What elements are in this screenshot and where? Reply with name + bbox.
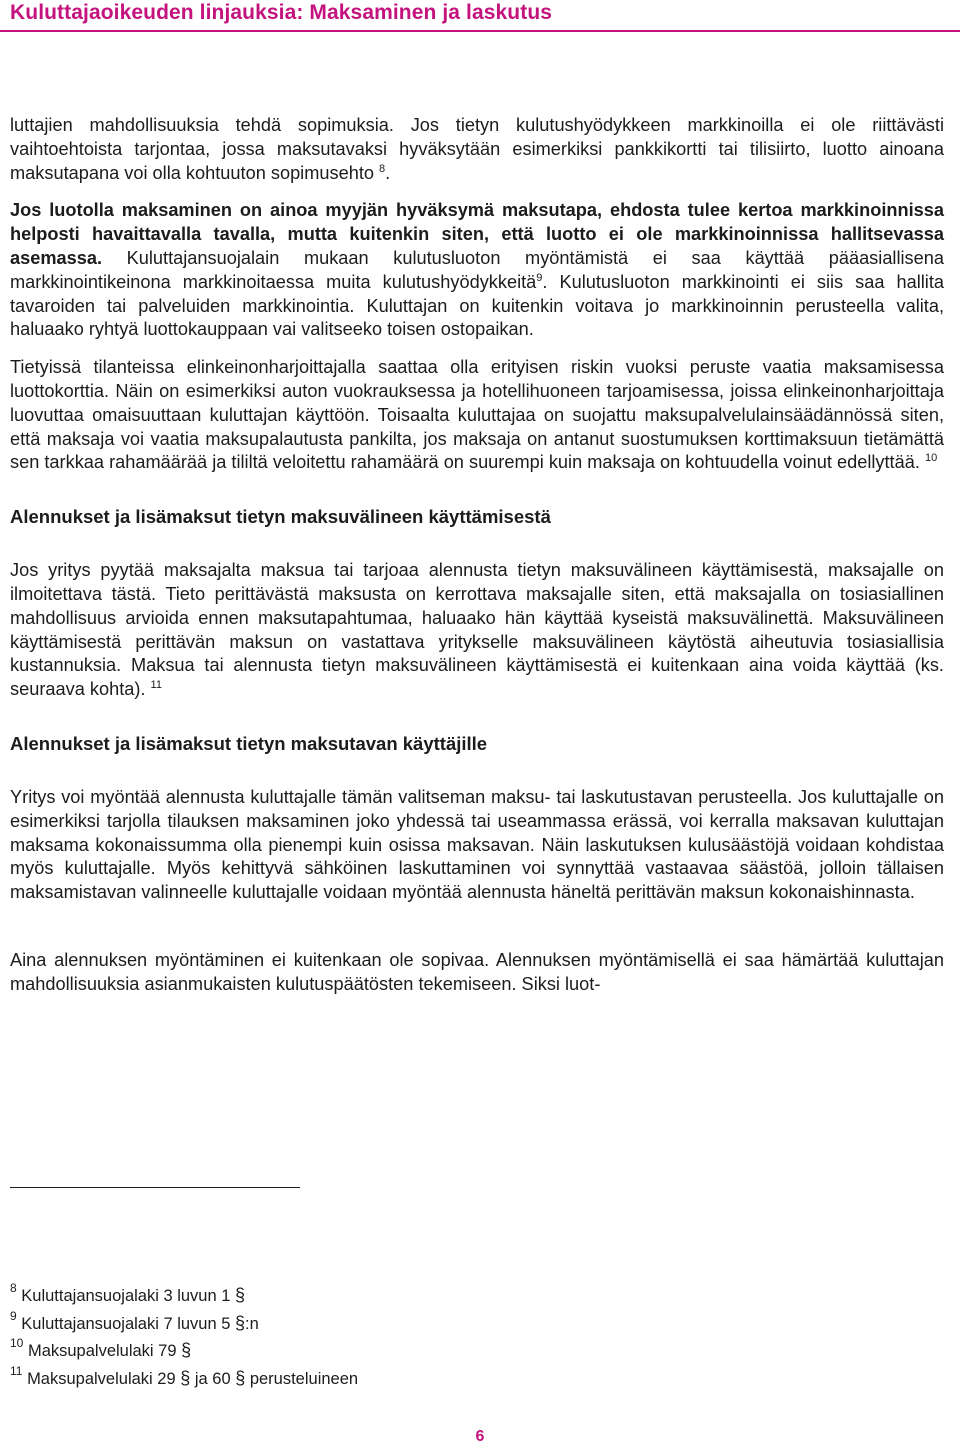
section-sign: § (180, 1367, 191, 1388)
header-divider (0, 30, 960, 32)
footnote-ref-10[interactable]: 10 (924, 452, 938, 465)
page-number: 6 (475, 1428, 485, 1445)
paragraph-4-text: Jos yritys pyytää maksajalta maksua tai tarjoaa alennusta tietyn maksuvälineen käyttämisestä, maksajalle on ilmoitettava tästä. Tieto perittävästä maksusta on kerrottava maksajalle siten, että maksajalla on tosiasiallinen mahdollisuus arvioida ennen maksutapahtumaa, haluaako hän käyttää kyseistä maksuvälinettä. Maksuvälineen käyttämisestä perittävän maksun on vastattava yritykselle maksuvälineen käytöstä aiheutuvia tosiasiallisia kustannuksia. Maksua tai alennusta tietyn maksuvälineen käyttämisestä ei kuitenkaan aina voida käyttää (ks. seuraava kohta). (10, 560, 944, 700)
footnote-divider (10, 1187, 300, 1188)
paragraph-6: Aina alennuksen myöntäminen ei kuitenkaan ole sopivaa. Alennuksen myöntämisellä ei saa hämärtää kuluttajan mahdollisuuksia asianmukaisten kulutuspäätösten tekemiseen. Siksi luot- (10, 949, 944, 994)
paragraph-2-text-a: Kuluttajansuojalain mukaan kulutusluoton myöntämistä ei saa käyttää pääasiallisena markkinointikeinona markkinoitaessa muita kulutushyödykkeitä (10, 247, 944, 292)
footnote-text: Kuluttajansuojalaki 7 luvun 5 (21, 1314, 231, 1333)
footnote-8 (10, 1282, 358, 1310)
footnote-text: Maksupalvelulaki 79 (27, 1342, 177, 1360)
footnote-text: Kuluttajansuojalaki 3 luvun 1 (21, 1287, 231, 1305)
paragraph-2-text-b: . Kulutusluoton markkinointi ei siis saa hallita tavaroiden tai palveluiden markkinointia. Kuluttajan on kuitenkin voitava jo markkinoinnin perusteella valita, haluaako ryhtyä luottokauppaan vai valitseeko toisen ostopaikan. (10, 271, 944, 340)
paragraph-3 (10, 356, 944, 475)
footnote-number: 8 (10, 1281, 17, 1295)
paragraph-5: Yritys voi myöntää alennusta kuluttajalle tämän valitseman maksu- tai laskutustavan perusteella. Jos kuluttajalle on esimerkiksi tarjolla tilauksen maksaminen joko yhdessä tai useammassa erässä, voi kerralla maksavan kuluttajan maksama kokonaissumma olla pienempi kuin osissa maksavan. Näin laskutuksen kulusäästöjä voidaan kohdistaa myös kuluttajalle. Myös kehittyvä sähköinen laskuttaminen voi synnyttää vastaavaa säästöä, jolloin tällaisen maksamistavan valinneelle kuluttajalle voidaan myöntää alennusta häneltä perittävän maksun kokonaishinnasta. (10, 786, 944, 903)
paragraph-1 (10, 114, 944, 185)
paragraph-3-text: Tietyissä tilanteissa elinkeinonharjoittajalla saattaa olla erityisen riskin vuoksi peruste vaatia maksamisessa luottokorttia. Näin on esimerkiksi auton vuokrauksessa ja hotellihuoneen tarjoamisessa, joissa elinkeinonharjoittaja luovuttaa omaisuuttaan kuluttajan käyttöön. Toisaalta kuluttajaa on suojattu maksupalvelulainsäädännössä siten, että maksaja voi vaatia maksupalautusta pankilta, jos maksaja on antanut suostumuksen korttimaksuun tietämättä sen tarkkaa rahamäärää ja tililtä veloitettu rahamäärä on suurempi kuin maksaja on kohtuudella voinut edellyttää. (10, 357, 944, 473)
section-sign: § (235, 1312, 246, 1333)
paragraph-1-text: luttajien mahdollisuuksia tehdä sopimuksia. Jos tietyn kulutushyödykkeen markkinoilla ei ole riittävästi vaihtoehtoista tarjontaa, jossa maksutavaksi hyväksytään esimerkiksi pankkikortti tai tilisiirto, luotto ainoana maksutapana voi olla kohtuuton sopimusehto (10, 115, 944, 183)
footnote-tail: perusteluineen (245, 1369, 359, 1388)
footnote-ref-11[interactable]: 11 (150, 679, 162, 692)
section-sign: § (235, 1285, 246, 1305)
footnote-tail: ja 60 (190, 1369, 236, 1388)
paragraph-1-end: . (385, 162, 391, 183)
page-header (0, 0, 960, 34)
footnote-number: 10 (10, 1336, 24, 1350)
section-sign: § (235, 1367, 246, 1388)
section-sign: § (181, 1340, 192, 1360)
footnote-ref-8[interactable]: 8 (379, 162, 386, 175)
footnote-ref-9[interactable]: 9 (536, 271, 543, 284)
footnote-number: 11 (10, 1363, 23, 1378)
footnotes (10, 1282, 358, 1392)
footnote-10 (10, 1337, 358, 1365)
paragraph-2 (10, 199, 944, 342)
section-heading-payment-method: Alennukset ja lisämaksut tietyn maksutavan käyttäjille (10, 732, 488, 754)
section-heading-payment-instrument: Alennukset ja lisämaksut tietyn maksuvälineen käyttämisestä (10, 506, 551, 528)
paragraph-2-bold: Jos luotolla maksaminen on ainoa myyjän hyväksymä maksutapa, ehdosta tulee kertoa markkinoinnissa helposti havaittavalla tavalla, mutta kuitenkin siten, että luotto ei ole markkinoinnissa hallitsevassa asemassa. (10, 200, 944, 268)
footnote-11 (10, 1365, 358, 1393)
document-title: Kuluttajaoikeuden linjauksia: Maksaminen ja laskutus (10, 1, 553, 24)
footnote-tail: :n (245, 1314, 259, 1333)
footnote-9 (10, 1310, 358, 1338)
paragraph-4 (10, 559, 944, 702)
document-body (10, 114, 944, 997)
footnote-number: 9 (10, 1308, 17, 1323)
footnote-text: Maksupalvelulaki 29 (27, 1369, 176, 1388)
